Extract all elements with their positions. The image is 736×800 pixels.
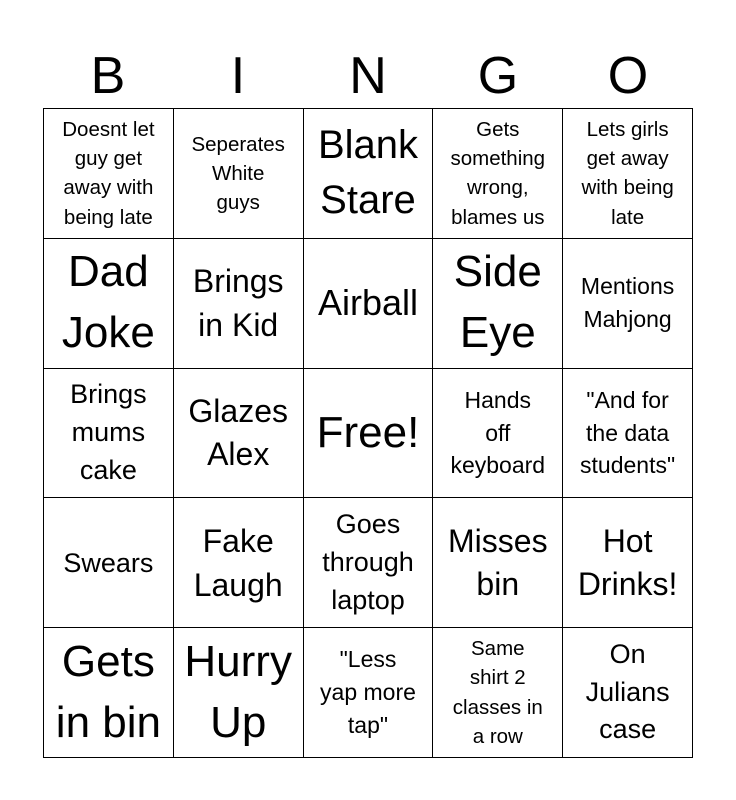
bingo-board <box>43 108 693 758</box>
cell-text: Dad Joke <box>61 247 155 358</box>
bingo-cell[interactable] <box>44 369 174 499</box>
bingo-cell[interactable] <box>433 628 563 758</box>
bingo-cell[interactable] <box>433 239 563 369</box>
cell-text: "And for the data students" <box>580 386 676 479</box>
bingo-cell[interactable] <box>563 498 693 628</box>
cell-text: Mentions Mahjong <box>580 273 675 333</box>
bingo-cell[interactable] <box>304 239 434 369</box>
bingo-header <box>43 40 693 108</box>
cell-text: Swears <box>63 547 154 578</box>
cell-text: Lets girls get away with being late <box>581 118 674 229</box>
cell-text: Hot Drinks! <box>577 522 678 602</box>
cell-text: Misses bin <box>448 522 548 602</box>
cell-text: Gets in bin <box>55 636 161 747</box>
bingo-cell[interactable] <box>433 369 563 499</box>
bingo-cell[interactable] <box>174 109 304 239</box>
cell-text: Seperates White guys <box>191 132 285 214</box>
bingo-cell[interactable] <box>563 109 693 239</box>
cell-text: Brings in Kid <box>192 263 284 344</box>
cell-text: Blank Stare <box>317 123 419 223</box>
cell-text: On Julians case <box>585 638 670 745</box>
bingo-cell[interactable] <box>44 239 174 369</box>
bingo-cell[interactable] <box>304 628 434 758</box>
header-letter-b: B <box>90 47 126 105</box>
cell-text: Same shirt 2 classes in a row <box>452 637 543 748</box>
cell-text: Airball <box>317 282 419 324</box>
bingo-cell[interactable] <box>304 498 434 628</box>
cell-text: Glazes Alex <box>188 392 288 472</box>
bingo-cell[interactable] <box>44 628 174 758</box>
free-space-text: Free! <box>316 407 420 457</box>
header-letter-o: O <box>607 47 649 105</box>
bingo-cell[interactable] <box>563 369 693 499</box>
bingo-cell[interactable] <box>563 239 693 369</box>
bingo-cell[interactable] <box>174 628 304 758</box>
bingo-cell[interactable] <box>304 109 434 239</box>
bingo-cell[interactable] <box>174 498 304 628</box>
bingo-cell[interactable] <box>174 239 304 369</box>
cell-text: "Less yap more tap" <box>320 646 416 739</box>
cell-text: Doesnt let guy get away with being late <box>62 118 155 229</box>
bingo-cell[interactable] <box>563 628 693 758</box>
cell-text: Gets something wrong, blames us <box>450 118 546 229</box>
free-space[interactable] <box>304 369 434 499</box>
bingo-cell[interactable] <box>44 109 174 239</box>
cell-text: Brings mums cake <box>70 379 147 485</box>
bingo-cell[interactable] <box>433 498 563 628</box>
bingo-cell[interactable] <box>174 369 304 499</box>
cell-text: Hurry Up <box>184 636 292 747</box>
cell-text: Side Eye <box>453 247 542 358</box>
cell-text: Fake Laugh <box>193 522 283 603</box>
bingo-cell[interactable] <box>433 109 563 239</box>
header-letter-g: G <box>477 47 519 105</box>
cell-text: Goes through laptop <box>322 509 414 615</box>
header-letter-n: N <box>349 47 387 105</box>
cell-text: Hands off keyboard <box>450 386 546 479</box>
header-letter-i: I <box>230 47 246 105</box>
bingo-cell[interactable] <box>44 498 174 628</box>
